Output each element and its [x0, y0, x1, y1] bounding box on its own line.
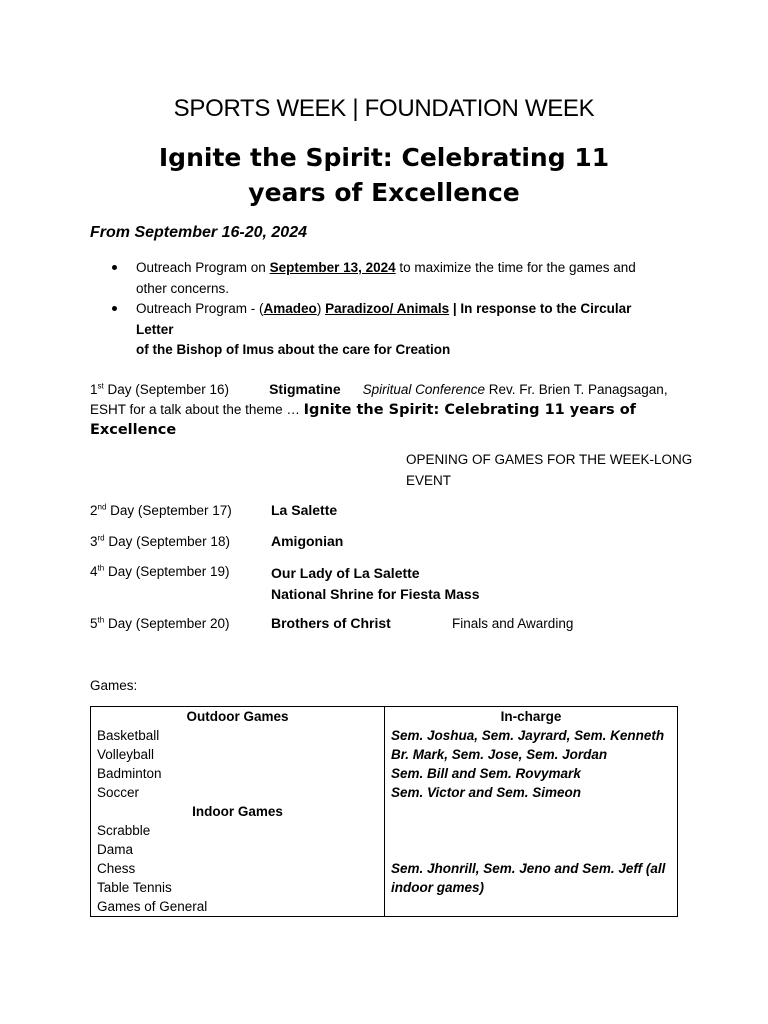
day-4-label: 4th Day (September 19): [90, 563, 230, 579]
outreach-item-2-venue: Paradizoo/ Animals: [325, 301, 450, 316]
indoor-incharge-line1: Sem. Jhonrill, Sem. Jeno and Sem. Jeff (all: [391, 861, 666, 876]
opening-line2: EVENT: [406, 472, 452, 488]
spacer: [391, 802, 671, 821]
schedule-day-1: [90, 380, 670, 441]
indoor-games-header: Indoor Games: [192, 804, 283, 819]
outreach-item-2-mid: ): [316, 301, 326, 316]
game-item: Table Tennis: [97, 880, 172, 895]
incharge-item: Sem. Joshua, Sem. Jayrard, Sem. Kenneth: [391, 728, 665, 743]
outreach-item-2-prefix: Outreach Program - (: [136, 301, 264, 316]
day-1-theme: Ignite the Spirit: Celebrating 11 years of: [303, 401, 636, 418]
outdoor-games-header: Outdoor Games: [186, 709, 289, 724]
incharge-item: Br. Mark, Sem. Jose, Sem. Jordan: [391, 747, 608, 762]
event-theme-heading: [110, 140, 658, 210]
day-1-name: Stigmatine: [269, 381, 341, 397]
game-item: Chess: [97, 861, 136, 876]
games-table: [90, 706, 678, 917]
day-2-name: La Salette: [271, 502, 338, 518]
indoor-incharge-line2: indoor games): [391, 880, 485, 895]
game-item: Soccer: [97, 785, 140, 800]
day-3-name: Amigonian: [271, 533, 344, 549]
outreach-item-2-place: Amadeo: [263, 301, 317, 316]
outreach-list: [112, 258, 672, 361]
day-3-label: 3rd Day (September 18): [90, 533, 230, 549]
date-range: From September 16-20, 2024: [90, 224, 307, 241]
bullet-icon: [112, 306, 117, 311]
event-theme-line2: years of Excellence: [248, 178, 520, 207]
game-item: Scrabble: [97, 823, 151, 838]
day-2-label: 2nd Day (September 17): [90, 502, 232, 518]
incharge-header: In-charge: [500, 709, 562, 724]
day-1-event: Spiritual Conference: [362, 382, 485, 397]
event-theme-line1: Ignite the Spirit: Celebrating 11: [158, 143, 610, 172]
outreach-item-2-bold: | In response to the Circular Letter: [136, 301, 632, 337]
day-5-label: 5th Day (September 20): [90, 615, 230, 631]
day-1-event-rest: Rev. Fr. Brien T. Panagsagan,: [484, 382, 668, 397]
games-column: [91, 707, 385, 917]
day-5-note: Finals and Awarding: [452, 616, 574, 631]
day-1-label: 1st Day (September 16): [90, 381, 230, 397]
bullet-icon: [112, 265, 117, 270]
incharge-column: [385, 707, 678, 917]
game-item: Volleyball: [97, 747, 155, 762]
incharge-item: Sem. Bill and Sem. Rovymark: [391, 766, 581, 781]
day-4-name-line2: National Shrine for Fiesta Mass: [271, 585, 480, 602]
outreach-item-1-line2: other concerns.: [136, 280, 230, 296]
outreach-item-1-prefix: Outreach Program on: [136, 260, 270, 275]
day-4-name-line1: Our Lady of La Salette: [271, 565, 420, 581]
incharge-item: Sem. Victor and Sem. Simeon: [391, 785, 582, 800]
opening-line1: OPENING OF GAMES FOR THE WEEK-LONG: [406, 452, 693, 467]
day-4-name: [271, 563, 480, 604]
day-1-line2: ESHT for a talk about the theme …: [90, 401, 304, 417]
games-label: Games:: [90, 678, 138, 693]
outreach-item-1: [112, 258, 672, 299]
day-5-name: Brothers of Christ: [271, 615, 391, 631]
game-item: Basketball: [97, 728, 160, 743]
outreach-item-1-suffix: to maximize the time for the games and: [395, 260, 636, 275]
outreach-item-2-line2: of the Bishop of Imus about the care for Creation: [136, 342, 451, 357]
opening-of-games: [406, 450, 696, 491]
game-item: Dama: [97, 842, 134, 857]
day-1-theme-cont: Excellence: [90, 422, 177, 438]
game-item: Games of General: [97, 899, 208, 914]
outreach-item-2: [112, 299, 672, 361]
spacer: [391, 840, 671, 859]
outreach-item-1-date: September 13, 2024: [269, 260, 396, 275]
spacer: [391, 821, 671, 840]
game-item: Badminton: [97, 766, 162, 781]
page-title: SPORTS WEEK | FOUNDATION WEEK: [173, 95, 595, 122]
